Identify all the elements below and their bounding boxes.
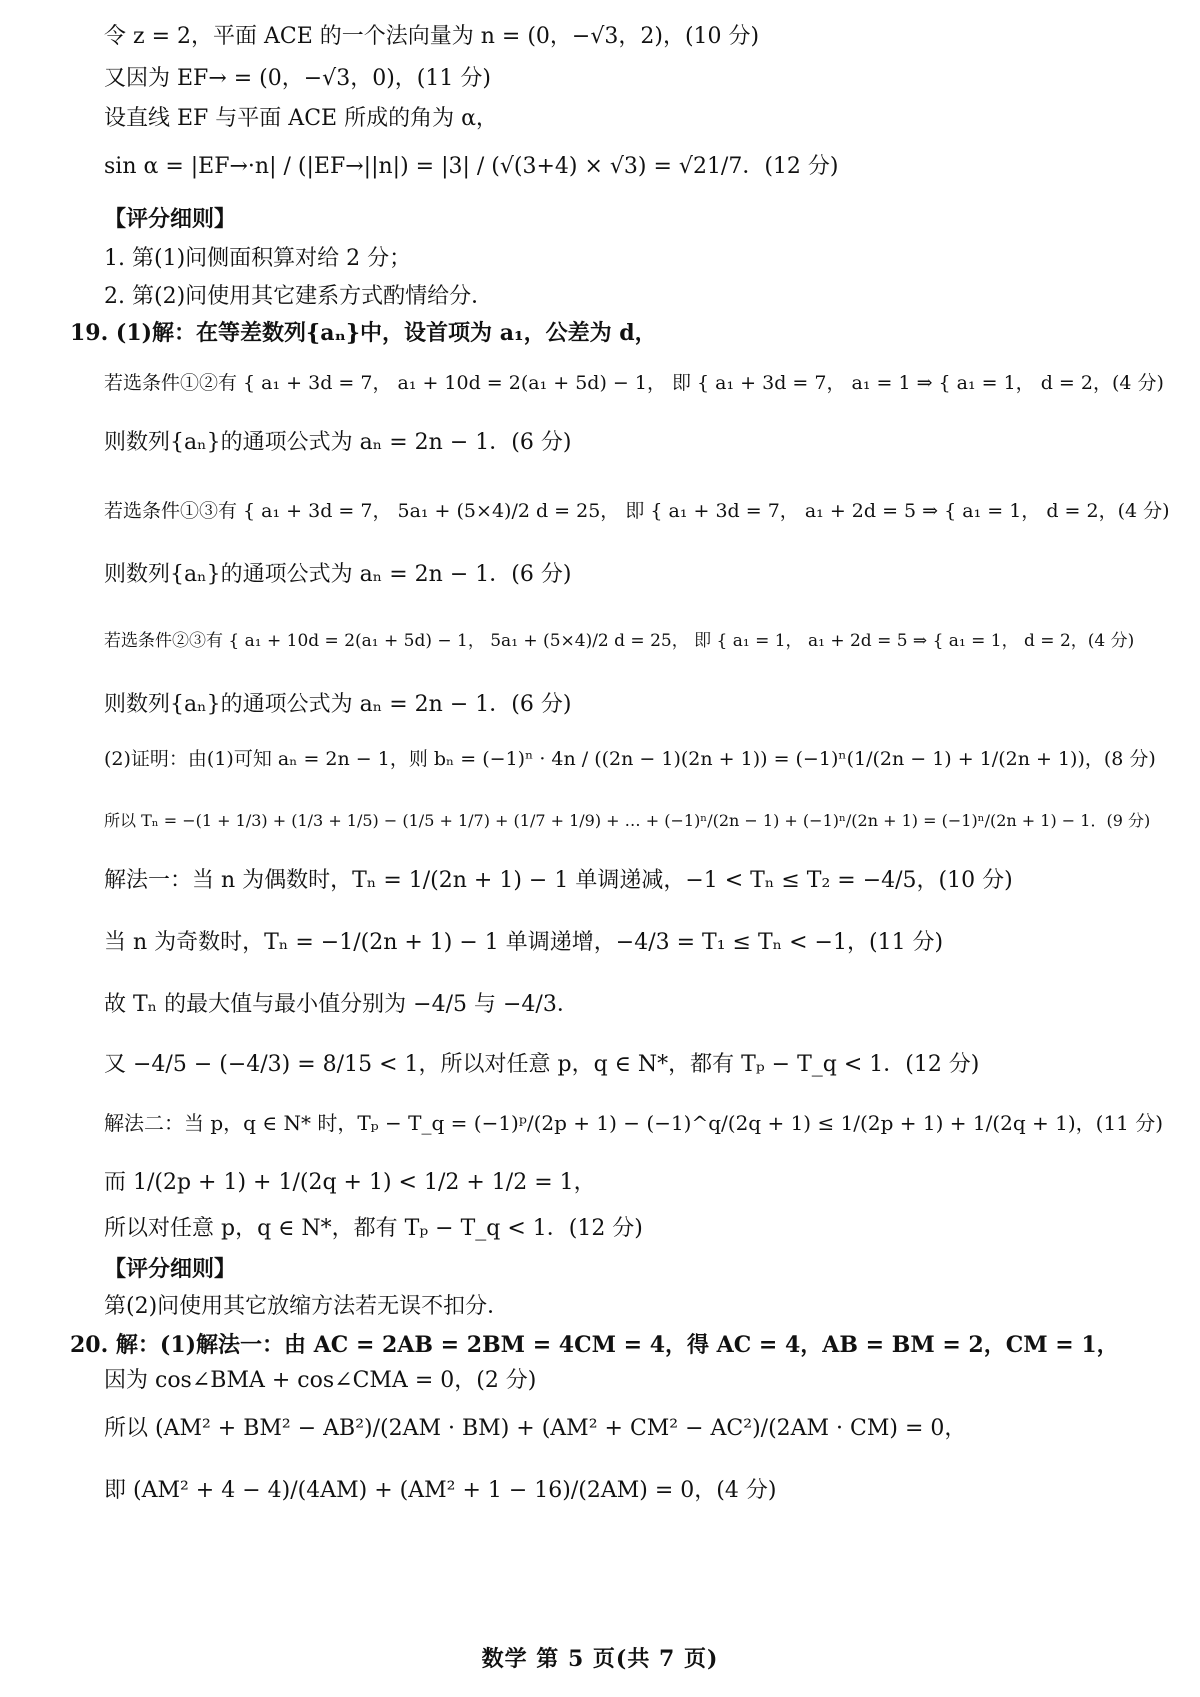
text-line: 若选条件①②有 { a₁ + 3d = 7， a₁ + 10d = 2(a₁ + 5d) − 1， 即 { a₁ + 3d = 7， a₁ = 1 ⇒ { a₁ = 1， d = 2，(4 分) [104,372,1164,394]
text-line: 所以 Tₙ = −(1 + 1/3) + (1/3 + 1/5) − (1/5 + 1/7) + (1/7 + 1/9) + … + (−1)ⁿ/(2n − 1) + (−1)ⁿ/(2n + 1) = (−1)ⁿ/(2n + 1) − 1．(9 分) [104,811,1151,830]
section-heading: 【评分细则】 [104,206,237,232]
text-line: 则数列{aₙ}的通项公式为 aₙ = 2n − 1．(6 分) [104,430,572,455]
text-line: 若选条件①③有 { a₁ + 3d = 7， 5a₁ + (5×4)/2 d = 25， 即 { a₁ + 3d = 7， a₁ + 2d = 5 ⇒ { a₁ = 1， d = 2，(4 分) [104,500,1170,522]
text-line: 2. 第(2)问使用其它建系方式酌情给分． [104,284,494,309]
text-line: 则数列{aₙ}的通项公式为 aₙ = 2n − 1．(6 分) [104,692,572,717]
text-line: 又因为 EF→ = (0，−√3，0)，(11 分) [104,66,491,91]
text-line: 若选条件②③有 { a₁ + 10d = 2(a₁ + 5d) − 1， 5a₁ + (5×4)/2 d = 25， 即 { a₁ = 1， a₁ + 2d = 5 ⇒ { a₁ = 1， d = 2，(4 分) [104,631,1135,651]
text-line: 而 1/(2p + 1) + 1/(2q + 1) < 1/2 + 1/2 = 1， [104,1170,596,1195]
question-heading: 20. 解：(1)解法一：由 AC = 2AB = 2BM = 4CM = 4，得 AC = 4，AB = BM = 2，CM = 1， [70,1332,1119,1358]
text-line: 令 z = 2，平面 ACE 的一个法向量为 n = (0，−√3，2)，(10 分) [104,24,760,49]
question-heading: 19. (1)解：在等差数列{aₙ}中，设首项为 a₁，公差为 d， [70,320,657,346]
text-line: 1. 第(1)问侧面积算对给 2 分； [104,246,412,271]
text-line: 又 −4/5 − (−4/3) = 8/15 < 1，所以对任意 p，q ∈ N*，都有 Tₚ − T_q < 1．(12 分) [104,1052,980,1077]
text-line: 则数列{aₙ}的通项公式为 aₙ = 2n − 1．(6 分) [104,562,572,587]
text-line: 当 n 为奇数时，Tₙ = −1/(2n + 1) − 1 单调递增，−4/3 = T₁ ≤ Tₙ < −1，(11 分) [104,930,944,955]
text-line: 解法一：当 n 为偶数时，Tₙ = 1/(2n + 1) − 1 单调递减，−1 < Tₙ ≤ T₂ = −4/5，(10 分) [104,868,1013,893]
section-heading: 【评分细则】 [104,1256,237,1282]
page-footer: 数学 第 5 页(共 7 页) [481,1646,719,1672]
text-line: sin α = |EF→·n| / (|EF→||n|) = |3| / (√(3+4) × √3) = √21/7．(12 分) [104,154,839,179]
text-line: (2)证明：由(1)可知 aₙ = 2n − 1，则 bₙ = (−1)ⁿ · 4n / ((2n − 1)(2n + 1)) = (−1)ⁿ(1/(2n − 1) + 1/(2n + 1))，(8 分) [104,748,1156,770]
text-line: 即 (AM² + 4 − 4)/(4AM) + (AM² + 1 − 16)/(2AM) = 0，(4 分) [104,1478,777,1503]
text-line: 故 Tₙ 的最大值与最小值分别为 −4/5 与 −4/3． [104,992,579,1017]
text-line: 因为 cos∠BMA + cos∠CMA = 0，(2 分) [104,1368,537,1393]
text-line: 第(2)问使用其它放缩方法若无误不扣分． [104,1294,510,1319]
text-line: 设直线 EF 与平面 ACE 所成的角为 α， [104,106,498,131]
text-line: 所以 (AM² + BM² − AB²)/(2AM · BM) + (AM² + CM² − AC²)/(2AM · CM) = 0， [104,1416,967,1441]
text-line: 解法二：当 p，q ∈ N* 时，Tₚ − T_q = (−1)ᵖ/(2p + 1) − (−1)^q/(2q + 1) ≤ 1/(2p + 1) + 1/(2q + 1)，(11 分) [104,1111,1164,1135]
text-line: 所以对任意 p，q ∈ N*，都有 Tₚ − T_q < 1．(12 分) [104,1216,643,1241]
